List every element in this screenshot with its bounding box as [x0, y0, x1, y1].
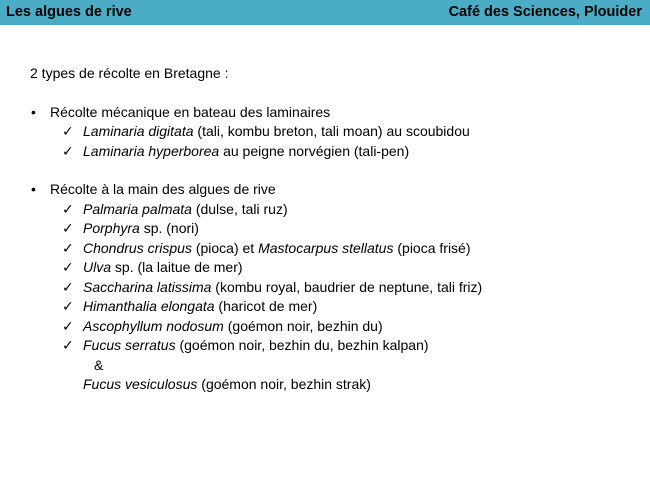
checkmark-icon: ✓ [62, 123, 74, 139]
section-title: Récolte mécanique en bateau des laminaires [50, 103, 331, 120]
species-desc: (goémon noir, bezhin du, bezhin kalpan) [175, 337, 429, 353]
bullet-icon: • [31, 181, 36, 197]
species-name: Himanthalia elongata [83, 298, 215, 314]
spacer [30, 84, 640, 103]
species-name-2: Mastocarpus stellatus [258, 239, 394, 256]
list-item [30, 122, 640, 142]
species-name: Laminaria digitata [83, 123, 194, 139]
slide-body [30, 64, 640, 395]
species-name: Ascophyllum nodosum [83, 317, 224, 334]
list-item [30, 258, 640, 278]
checkmark-icon: ✓ [62, 337, 74, 353]
species-desc: (kombu royal, baudrier de neptune, tali friz) [211, 278, 483, 295]
list-item [30, 142, 640, 162]
species-name: Ulva [83, 259, 112, 275]
species-desc: (dulse, tali ruz) [191, 200, 288, 217]
species-desc: (tali, kombu breton, tali moan) au scoubidou [193, 123, 470, 139]
species-name: Palmaria palmata [83, 200, 192, 217]
list-item [30, 278, 640, 298]
species-name: Porphyra [83, 220, 140, 236]
section-heading-mechanical [30, 103, 640, 123]
checkmark-icon: ✓ [62, 298, 74, 314]
species-desc: au peigne norvégien (tali-pen) [219, 142, 410, 159]
spacer [30, 161, 640, 180]
list-item [30, 336, 640, 356]
list-item [30, 317, 640, 337]
section-title: Récolte à la main des algues de rive [50, 181, 276, 197]
slide-header [0, 0, 650, 25]
species-desc: (pioca) et [191, 239, 259, 256]
slide-event: Café des Sciences, Plouider [448, 4, 642, 20]
checkmark-icon: ✓ [62, 220, 74, 236]
list-item-continuation [30, 375, 640, 395]
checkmark-icon: ✓ [62, 278, 74, 295]
species-desc: (goémon noir, bezhin strak) [197, 376, 371, 392]
checkmark-icon: ✓ [62, 259, 74, 275]
species-desc: sp. (nori) [139, 220, 199, 236]
bullet-icon: • [31, 103, 36, 120]
checkmark-icon: ✓ [62, 200, 74, 217]
species-desc: sp. (la laitue de mer) [111, 259, 243, 275]
section-heading-manual [30, 180, 640, 200]
species-name: Laminaria hyperborea [83, 142, 220, 159]
list-item [30, 297, 640, 317]
list-item [30, 219, 640, 239]
list-item [30, 200, 640, 220]
intro-line: 2 types de récolte en Bretagne : [30, 65, 229, 81]
checkmark-icon: ✓ [62, 317, 74, 334]
checkmark-icon: ✓ [62, 239, 74, 256]
species-name: Fucus vesiculosus [83, 376, 198, 392]
list-item [30, 239, 640, 259]
species-desc-2: (pioca frisé) [393, 239, 471, 256]
species-name: Saccharina latissima [83, 278, 212, 295]
ampersand-line: & [94, 356, 104, 373]
species-desc: (haricot de mer) [214, 298, 318, 314]
checkmark-icon: ✓ [62, 142, 74, 159]
species-name: Chondrus crispus [83, 239, 192, 256]
species-name: Fucus serratus [83, 337, 176, 353]
species-desc: (goémon noir, bezhin du) [223, 317, 383, 334]
slide-title: Les algues de rive [6, 4, 132, 20]
